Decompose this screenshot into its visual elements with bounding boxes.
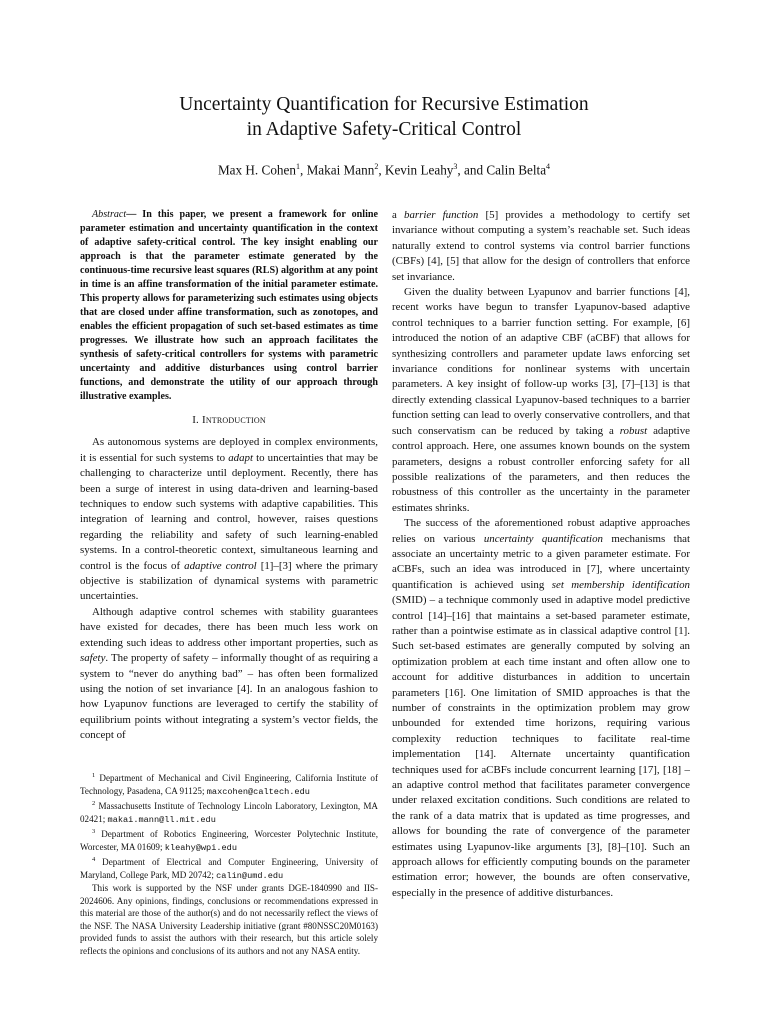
author-name: Makai Mann	[306, 162, 375, 178]
body-text: to uncertainties that may be challenging to characterize until deployment. Recently, there has been a surge of interest in using data-driven and learning-based techniques to endow such systems with adaptive capabilities. This integration of learning and control, however, raises questions regarding the reliability and safety of such learning-enabled systems. In a control-theoretic context, simultaneous learning and control is the focus of	[80, 451, 378, 572]
emphasis-text: set membership identification	[551, 578, 691, 591]
affiliation-footnotes	[80, 770, 378, 882]
right-paragraph	[392, 285, 690, 516]
footnote-mark: 2	[92, 800, 96, 808]
body-text: Given the duality between Lyapunov and barrier functions [4], recent works have begun to transfer Lyapunov-based adaptive control techniques to a barrier function setting. For example, [6] introduced the notion of an adaptive CBF (aCBF) that allows for synthesizing controllers and parameter update laws enforcing set invariance conditions for nonlinear systems with uncertain parameters. A key insight of follow-up works [3], [7]–[13] is that directly extending classical Lyapunov-based techniques to a barrier function setting can lead to overly conservative controllers, and that such conservatism can be reduced by taking a	[392, 286, 690, 437]
footnote-text: Massachusetts Institute of Technology Lincoln Laboratory, Lexington, MA 02421;	[80, 801, 378, 824]
title-line-2: in Adaptive Safety-Critical Control	[246, 119, 522, 140]
emphasis-text: barrier function	[404, 209, 479, 221]
footnote-mark: 1	[92, 772, 96, 779]
left-paragraph	[80, 435, 378, 604]
body-text: mechanisms that associate an uncertainty metric to a given parameter estimate. For aCBFs, such an idea was introduced in [7], where uncertainty quantification is achieved using	[392, 532, 690, 591]
emphasis-text: robust	[619, 424, 648, 437]
author-list	[0, 162, 768, 178]
affiliation-footnote	[80, 854, 378, 882]
author-name: Max H. Cohen	[217, 162, 296, 178]
footnote-text: Department of Electrical and Computer Engineering, University of Maryland, College Park, MD 20742;	[80, 857, 378, 880]
body-text: adaptive control approach. Here, one assumes known bounds on the system parameters, designs a robust controller enforcing safety for all possible realizations of the parameters, and then reduces the robustness of this controller as the uncertainty in the parameter estimates shrinks.	[392, 424, 690, 514]
right-body	[392, 208, 690, 901]
affiliation-footnote	[80, 826, 378, 854]
left-column	[80, 208, 378, 744]
section-title: Introduction	[201, 414, 266, 426]
footnote-email[interactable]: maxcohen@caltech.edu	[206, 786, 310, 797]
footnote-text: Department of Mechanical and Civil Engineering, California Institute of Technology, Pasadena, CA 91125;	[80, 773, 378, 796]
affiliation-footnote	[80, 770, 378, 798]
author-affiliation-mark: 2	[374, 162, 379, 171]
emphasis-text: adapt	[228, 451, 253, 464]
funding-note: This work is supported by the NSF under grants DGE-1840990 and IIS-2024606. Any opinions, findings, conclusions or recommendations expressed in this material are those of the author(s) and do not necessarily reflect the views of the NSF. The NASA University Leadership initiative (grant #80NSSC20M0163) provided funds to assist the authors with their research, but this article solely reflects the opinions and conclusions of its authors and not any NASA entity.	[80, 883, 378, 956]
affiliation-footnote	[80, 798, 378, 826]
left-paragraph	[80, 605, 378, 744]
emphasis-text: adaptive control	[184, 559, 257, 572]
section-heading-introduction	[80, 413, 378, 428]
abstract	[80, 208, 378, 404]
emphasis-text: uncertainty quantification	[483, 532, 603, 545]
body-text: . The property of safety – informally thought of as requiring a system to “never do anything bad” – has often been formalized using the notion of set invariance [4]. In an analogous fashion to how Lyapunov functions are leveraged to certify the stability of equilibrium points without integrating a system’s vector fields, the concept of	[80, 652, 378, 742]
author-separator: ,	[378, 162, 385, 178]
footnote-email[interactable]: calin@umd.edu	[216, 870, 284, 881]
body-text: Although adaptive control schemes with stability guarantees have existed for decades, there has been much less work on extending such ideas to address other important properties, such as	[80, 605, 378, 649]
body-text: As autonomous systems are deployed in complex environments, it is essential for such systems to	[80, 436, 378, 464]
body-text: a	[392, 209, 404, 221]
left-body	[80, 435, 378, 743]
footnote-text: Department of Robotics Engineering, Worcester Polytechnic Institute, Worcester, MA 01609;	[80, 829, 378, 852]
abstract-text: — In this paper, we present a framework for online parameter estimation and uncertainty quantification in the context of adaptive safety-critical control. The key insight enabling our approach is that the parameter estimate generated by the continuous-time recursive least squares (RLS) algorithm at any point in time is an affine transformation of the initial parameter estimate. This property allows for parameterizing such estimates using objects that are closed under affine transformation, such as zonotopes, and enables the efficient propagation of such set-based estimates as time progresses. We illustrate how such an approach facilitates the synthesis of safety-critical controllers for systems with parametric uncertainty and additive disturbances using control barrier functions, and demonstrate the utility of our approach through illustrative examples.	[80, 209, 378, 402]
footnote-email[interactable]: makai.mann@ll.mit.edu	[107, 814, 216, 825]
author-separator: , and	[457, 162, 487, 178]
body-text: (SMID) – a technique commonly used in adaptive model predictive control [14]–[16] that maintains a set-based parameter estimate, rather than a pointwise estimate as in classical adaptive control [1]. Such set-based estimates are generally computed by solving an optimization problem at each time instant and often allow one to account for additive disturbances in addition to uncertain parameters [16]. One limitation of SMID approaches is that the number of constraints in the optimization problem may grow unbounded for extended time horizons, requiring various complexity reduction techniques to facilitate real-time implementation [14]. Alternate uncertainty quantification techniques used for aCBFs include concurrent learning [17], [18] – an adaptive control method that facilitates parameter convergence under relaxed excitation conditions. Such conditions are related to the rank of a data matrix that is updated as time progresses, and allows for bounding the rate of convergence of the parameter estimates using Lyapunov-like arguments [3], [8]–[10]. Such an approach allows for efficiently computing bounds on the parameter estimation error; however, the bounds are often conservative, especially in the presence of additive disturbances.	[392, 594, 690, 899]
body-text: The success of the aforementioned robust adaptive approaches relies on various	[392, 517, 690, 545]
author-name: Kevin Leahy	[384, 162, 454, 178]
paper-title	[0, 92, 768, 142]
author-affiliation-mark: 4	[546, 162, 551, 171]
footnote-mark: 4	[92, 856, 96, 864]
right-column	[392, 208, 690, 901]
footnote-mark: 3	[92, 828, 96, 836]
abstract-label: Abstract	[92, 209, 127, 220]
emphasis-text: safety	[80, 652, 106, 665]
author-separator: ,	[299, 162, 307, 178]
footnote-email[interactable]: kleahy@wpi.edu	[164, 842, 237, 853]
right-paragraph	[392, 516, 690, 901]
body-text: [1]–[3] where the primary objective is stabilization of dynamical systems with parametric uncertainties.	[80, 559, 378, 603]
section-number: I.	[192, 414, 200, 426]
footnotes	[80, 770, 378, 957]
author-affiliation-mark: 3	[453, 162, 458, 171]
body-text: [5] provides a methodology to certify set invariance without computing a system’s reachable set. Such ideas naturally extend to control systems via control barrier functions (CBFs) [4], [5] that allow for the design of controllers that enforce set invariance.	[392, 209, 690, 283]
right-paragraph	[392, 208, 690, 285]
author-name: Calin Belta	[486, 162, 547, 178]
author-affiliation-mark: 1	[295, 162, 300, 171]
title-line-1: Uncertainty Quantification for Recursive Estimation	[179, 94, 589, 115]
